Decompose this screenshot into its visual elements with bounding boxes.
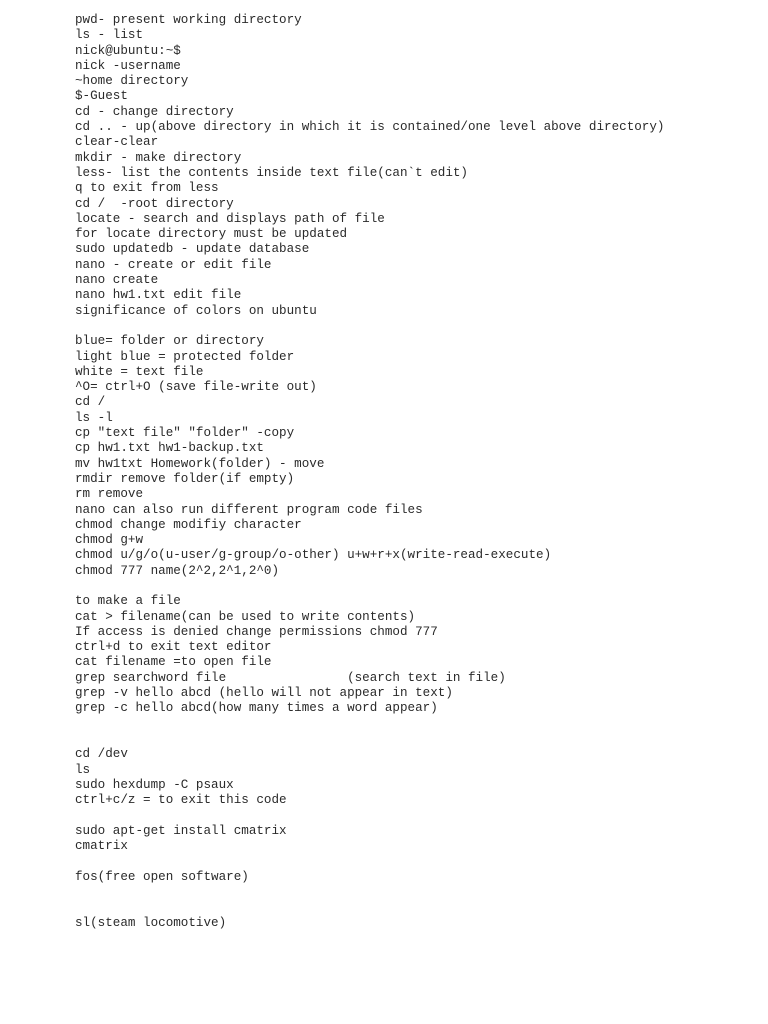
note-line: cd .. - up(above directory in which it is contained/one level above directory) bbox=[75, 120, 665, 135]
note-line: significance of colors on ubuntu bbox=[75, 303, 317, 318]
note-line: nick@ubuntu:~$ bbox=[75, 43, 181, 58]
note-line: sudo updatedb - update database bbox=[75, 242, 310, 257]
note-line: ls bbox=[75, 762, 91, 777]
note-line: nano create bbox=[75, 273, 159, 288]
note-line: ~home directory bbox=[75, 74, 189, 89]
note-line: If access is denied change permissions chmod 777 bbox=[75, 624, 438, 639]
note-line: rmdir remove folder(if empty) bbox=[75, 471, 295, 486]
blank-line bbox=[75, 319, 755, 334]
note-line: nano hw1.txt edit file bbox=[75, 288, 242, 303]
note-line: cp hw1.txt hw1-backup.txt bbox=[75, 441, 264, 456]
note-line: clear-clear bbox=[75, 135, 159, 150]
note-line: grep -v hello abcd (hello will not appear in text) bbox=[75, 686, 453, 701]
note-line: grep searchword file (search text in file) bbox=[75, 670, 506, 685]
note-line: locate - search and displays path of file bbox=[75, 211, 385, 226]
note-line: sl(steam locomotive) bbox=[75, 915, 227, 930]
note-line: less- list the contents inside text file(can`t edit) bbox=[75, 165, 468, 180]
note-line: chmod g+w bbox=[75, 533, 144, 548]
note-line: mkdir - make directory bbox=[75, 150, 242, 165]
note-line: cmatrix bbox=[75, 839, 128, 854]
note-line: rm remove bbox=[75, 487, 144, 502]
note-line: ^O= ctrl+O (save file-write out) bbox=[75, 380, 317, 395]
blank-line bbox=[75, 885, 755, 900]
note-line: q to exit from less bbox=[75, 181, 219, 196]
blank-line bbox=[75, 579, 755, 594]
note-line: cat > filename(can be used to write contents) bbox=[75, 609, 416, 624]
note-line: ctrl+d to exit text editor bbox=[75, 640, 272, 655]
note-line: cd / bbox=[75, 395, 106, 410]
note-line: fos(free open software) bbox=[75, 869, 249, 884]
blank-line bbox=[75, 854, 755, 869]
blank-line bbox=[75, 717, 755, 732]
note-line: sudo hexdump -C psaux bbox=[75, 777, 234, 792]
blank-line bbox=[75, 900, 755, 915]
note-line: cp "text file" "folder" -copy bbox=[75, 426, 295, 441]
note-line: ls - list bbox=[75, 28, 144, 43]
note-line: cd / -root directory bbox=[75, 196, 234, 211]
note-line: chmod change modifiy character bbox=[75, 517, 302, 532]
note-line: light blue = protected folder bbox=[75, 349, 295, 364]
note-line: cd - change directory bbox=[75, 104, 234, 119]
note-line: $-Guest bbox=[75, 89, 128, 104]
note-line: ls -l bbox=[75, 410, 113, 425]
note-line: pwd- present working directory bbox=[75, 13, 302, 27]
note-line: ctrl+c/z = to exit this code bbox=[75, 793, 287, 808]
note-line: cat filename =to open file bbox=[75, 655, 272, 670]
note-line: chmod 777 name(2^2,2^1,2^0) bbox=[75, 563, 280, 578]
note-line: nick -username bbox=[75, 58, 181, 73]
note-line: cd /dev bbox=[75, 747, 128, 762]
blank-line bbox=[75, 808, 755, 823]
notes-text-block bbox=[75, 13, 755, 931]
note-line: for locate directory must be updated bbox=[75, 227, 348, 242]
note-line: mv hw1txt Homework(folder) - move bbox=[75, 456, 325, 471]
note-line: nano can also run different program code files bbox=[75, 502, 423, 517]
note-line: sudo apt-get install cmatrix bbox=[75, 823, 287, 838]
note-line: to make a file bbox=[75, 594, 181, 609]
note-line: white = text file bbox=[75, 364, 204, 379]
note-line: grep -c hello abcd(how many times a word appear) bbox=[75, 701, 438, 716]
blank-line bbox=[75, 732, 755, 747]
note-line: blue= folder or directory bbox=[75, 334, 264, 349]
note-line: chmod u/g/o(u-user/g-group/o-other) u+w+r+x(write-read-execute) bbox=[75, 548, 552, 563]
note-line: nano - create or edit file bbox=[75, 257, 272, 272]
